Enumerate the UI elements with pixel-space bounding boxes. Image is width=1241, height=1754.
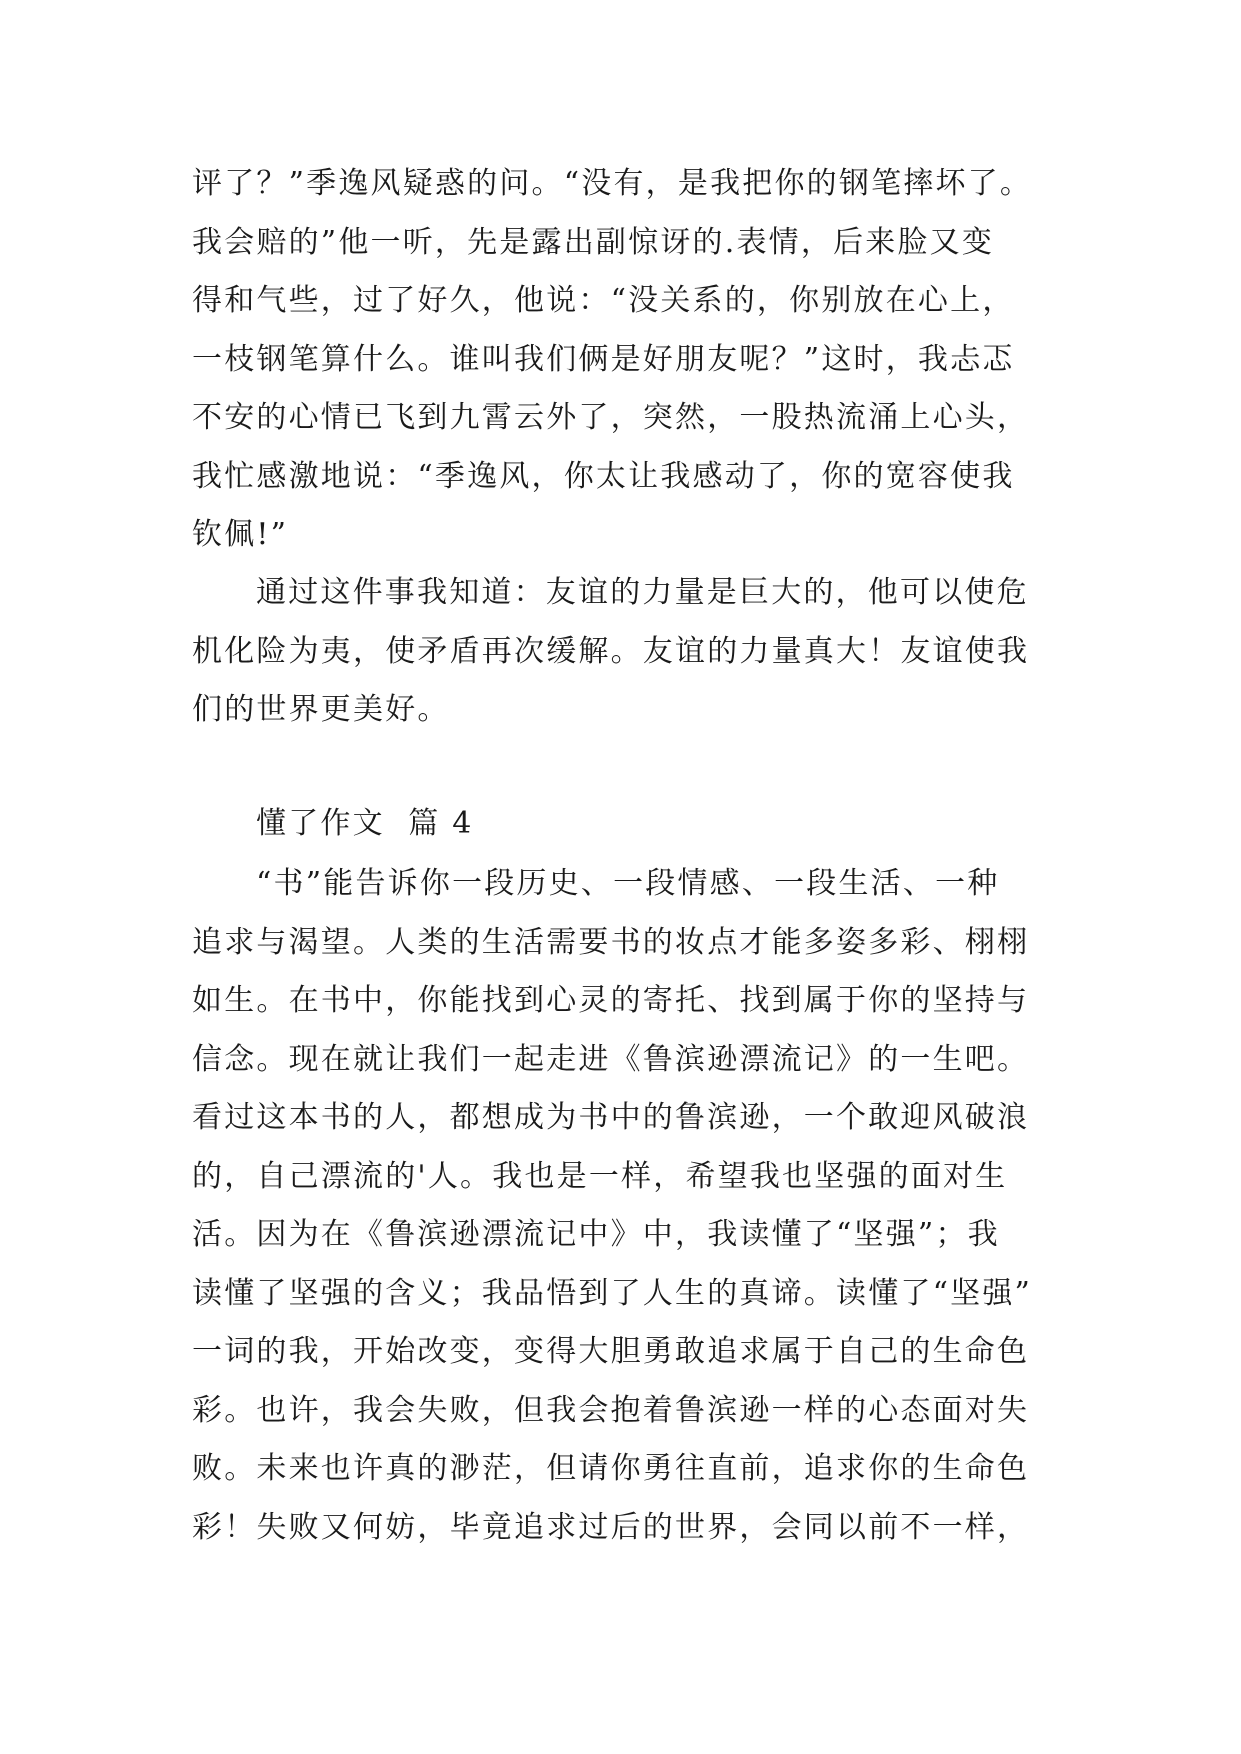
paragraph-line: 我忙感激地说：“季逸风，你太让我感动了，你的宽容使我 (192, 458, 1015, 494)
paragraph-line: 一枝钢笔算什么。谁叫我们俩是好朋友呢？”这时，我忐忑 (192, 341, 1015, 377)
paragraph-line: 机化险为夷，使矛盾再次缓解。友谊的力量真大！友谊使我 (192, 633, 1030, 669)
essay-heading: 懂了作文 篇 4 (256, 806, 474, 841)
essay4-paragraph (192, 855, 1072, 1557)
paragraph-line: 信念。现在就让我们一起走进《鲁滨逊漂流记》的一生吧。 (192, 1041, 1030, 1077)
paragraph-line: 一词的我，开始改变，变得大胆勇敢追求属于自己的生命色 (192, 1334, 1030, 1369)
paragraph-line: 的，自己漂流的'人。我也是一样，希望我也坚强的面对生 (192, 1158, 1008, 1194)
paragraph-line: 我会赔的”他一听，先是露出副惊讶的.表情，后来脸又变 (192, 224, 995, 260)
paragraph-line: 追求与渴望。人类的生活需要书的妆点才能多姿多彩、栩栩 (192, 924, 1030, 960)
paragraph-line: 如生。在书中，你能找到心灵的寄托、找到属于你的坚持与 (192, 983, 1030, 1018)
conclusion-paragraph (192, 564, 1072, 740)
paragraph-line: 通过这件事我知道：友谊的力量是巨大的，他可以使危 (256, 575, 1029, 610)
paragraph-line: 活。因为在《鲁滨逊漂流记中》中，我读懂了“坚强”；我 (192, 1217, 1000, 1252)
paragraph-line: 们的世界更美好。 (192, 692, 450, 727)
paragraph-line: 彩。也许，我会失败，但我会抱着鲁滨逊一样的心态面对失 (192, 1392, 1030, 1428)
continued-paragraph (192, 155, 1072, 565)
paragraph-line: 败。未来也许真的渺茫，但请你勇往直前，追求你的生命色 (192, 1451, 1030, 1486)
paragraph-line: 看过这本书的人，都想成为书中的鲁滨逊，一个敢迎风破浪 (192, 1100, 1030, 1135)
paragraph-line: “书”能告诉你一段历史、一段情感、一段生活、一种 (256, 866, 1000, 901)
paragraph-line: 得和气些，过了好久，他说：“没关系的，你别放在心上， (192, 283, 1015, 318)
paragraph-line: 彩！失败又何妨，毕竟追求过后的世界，会同以前不一样， (192, 1509, 1030, 1545)
essay-heading-block (192, 795, 1072, 854)
paragraph-line: 钦佩!” (192, 517, 289, 552)
paragraph-line: 读懂了坚强的含义；我品悟到了人生的真谛。读懂了“坚强” (192, 1275, 1033, 1311)
paragraph-line: 不安的心情已飞到九霄云外了，突然，一股热流涌上心头， (192, 400, 1030, 435)
paragraph-line: 评了？”季逸风疑惑的问。“没有，是我把你的钢笔摔坏了。 (192, 166, 1033, 201)
